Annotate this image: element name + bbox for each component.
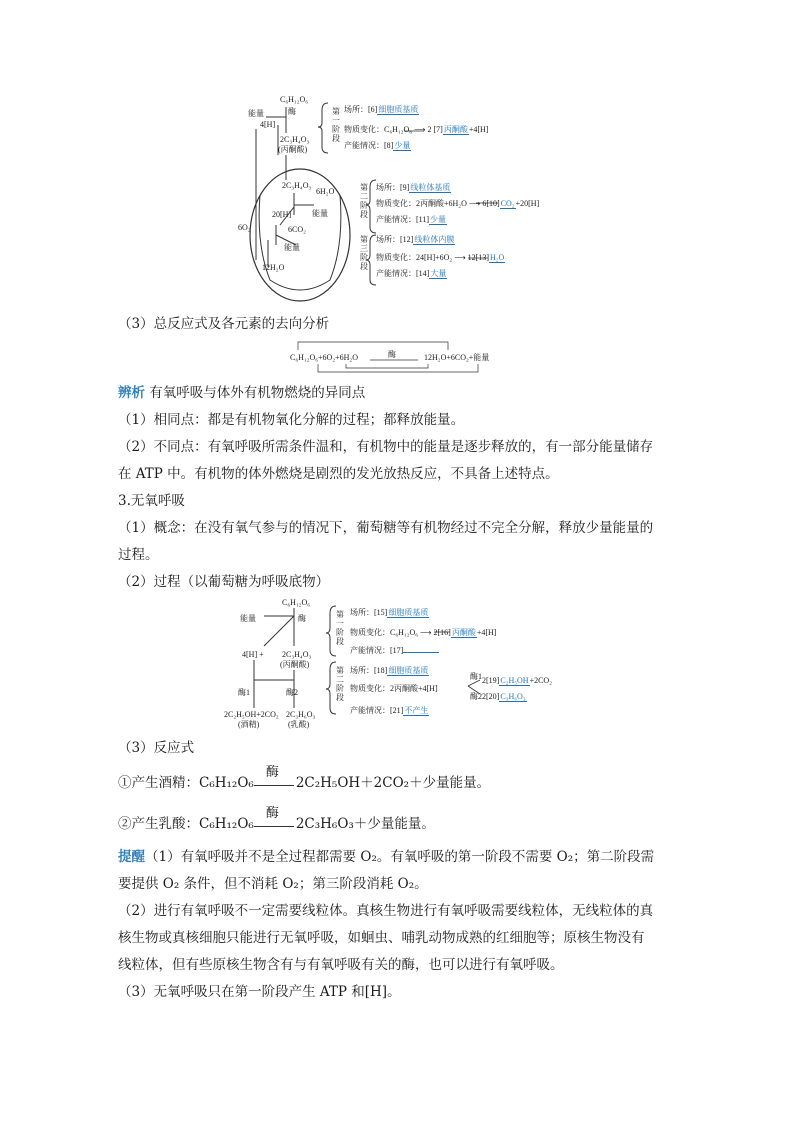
bianxi-p2a: （2）不同点：有氧呼吸所需条件温和，有机物中的能量是逐步释放的，有一部分能量储存 xyxy=(118,439,654,455)
o2-label: 6O₂ xyxy=(238,223,251,232)
reaction2-arrow: 酶 xyxy=(254,818,296,832)
energy3-label: 能量 xyxy=(284,243,300,252)
h20-label: 20[H] xyxy=(272,210,292,219)
an-energy: 能量 xyxy=(240,614,256,623)
s2-place: 场所：[9]线粒体基质 xyxy=(376,183,451,192)
tixing-p1b: 要提供 O₂ 条件，但不消耗 O₂；第三阶段消耗 O₂。 xyxy=(118,876,428,892)
stage1-label: 第一阶段 xyxy=(332,107,340,143)
pyruvate-inside: 2C₃H₄O₃ xyxy=(282,181,312,190)
s1-change: 物质变化：C₆H₁₂O₆ ⟶ 2 [7]丙酮酸+4[H] xyxy=(344,125,489,134)
an-enzyme: 酶 xyxy=(298,614,306,623)
an-enzyme2: 酶2 xyxy=(286,688,298,697)
an-stage2-label: 第二阶段 xyxy=(336,666,344,702)
tixing-p2b: 核生物或真核细胞只能进行无氧呼吸，如蛔虫、哺乳动物成熟的红细胞等；原核生物没有 xyxy=(118,930,645,946)
anaerobic-concept-a: （1）概念：在没有氧气参与的情况下，葡萄糖等有机物经过不完全分解，释放少量能量的 xyxy=(118,520,654,536)
glucose-label: C₆H₁₂O₆ xyxy=(280,95,309,104)
total-equation xyxy=(288,338,518,378)
an-s1-energy: 产能情况：[17] xyxy=(350,646,439,655)
tixing-p2a: （2）进行有氧呼吸不一定需要线粒体。真核生物进行有氧呼吸需要线粒体，无线粒体的真 xyxy=(118,903,654,919)
stage2-label: 第二阶段 xyxy=(360,183,368,219)
bianxi-p2b: 在 ATP 中。有机物的体外燃烧是剧烈的发光放热反应，不具备上述特点。 xyxy=(118,466,559,482)
eq-enzyme: 酶 xyxy=(388,350,396,359)
water6-label: 6H₂O xyxy=(316,187,335,196)
water12-label: 12H₂O xyxy=(262,263,285,272)
an-s2-enzyme-a: 酶1 xyxy=(470,672,482,681)
reaction1-arrow: 酶 xyxy=(254,777,296,791)
tixing-tag: 提醒 xyxy=(118,849,145,865)
reaction-lactic: ②产生乳酸：C₆H₁₂O₆ 酶 2C₃H₆O₃＋少量能量。 xyxy=(118,805,435,832)
anaerobic-diagram xyxy=(224,598,564,730)
aerobic-diagram xyxy=(236,95,566,305)
bianxi-tag: 辨析 xyxy=(118,385,145,401)
an-ethanol: 2C₂H₅OH+2CO₂ xyxy=(224,710,279,719)
an-stage1-label: 第一阶段 xyxy=(336,610,344,646)
anaerobic-process: （2）过程（以葡萄糖为呼吸底物） xyxy=(118,574,330,590)
energy-label: 能量 xyxy=(248,109,264,118)
an-enzyme1: 酶1 xyxy=(238,688,250,697)
s3-energy: 产能情况：[14]大量 xyxy=(376,269,447,278)
energy2-label: 能量 xyxy=(312,209,328,218)
s1-place: 场所：[6]细胞质基质 xyxy=(344,105,419,114)
enzyme-label: 酶 xyxy=(288,107,296,116)
an-pyruvate: 2C₃H₄O₃ xyxy=(282,650,312,659)
reaction-title: （3）反应式 xyxy=(118,740,195,756)
s3-change: 物质变化：24[H]+6O₂ ⟶ 12[13]H₂O xyxy=(376,253,505,262)
s1-energy: 产能情况：[8]少量 xyxy=(344,141,411,150)
an-hydrogen: 4[H] + xyxy=(242,650,264,659)
co2-label: 6CO₂ xyxy=(288,225,306,234)
eq-left: C₆H₁₂O₆+6O₂+6H₂O xyxy=(290,353,358,362)
hydrogen-label: 4[H] xyxy=(260,120,276,129)
anaerobic-concept-b: 过程。 xyxy=(118,547,159,563)
an-s1-place: 场所：[15]细胞质基质 xyxy=(350,608,429,617)
an-s2-out1: 2[19]C₂H₅OH+2CO₂ xyxy=(482,676,552,685)
tixing-p1a: 提醒（1）有氧呼吸并不是全过程都需要 O₂。有氧呼吸的第一阶段不需要 O₂；第二阶段需 xyxy=(118,849,655,865)
an-s2-place: 场所：[18]细胞质基质 xyxy=(350,666,429,675)
reaction-ethanol: ①产生酒精：C₆H₁₂O₆ 酶 2C₂H₅OH＋2CO₂＋少量能量。 xyxy=(118,764,491,791)
an-ethanol-name: (酒精) xyxy=(238,720,260,729)
an-s2-enzyme-b: 酶2 xyxy=(470,692,482,701)
bianxi-p1: （1）相同点：都是有机物氧化分解的过程；都释放能量。 xyxy=(118,412,465,428)
anaerobic-heading: 3.无氧呼吸 xyxy=(118,493,185,509)
an-s2-out2: 2[20]C₃H₆O₃ xyxy=(482,692,526,701)
an-s2-change: 物质变化：2丙酮酸+4[H] xyxy=(350,684,438,693)
an-s1-change: 物质变化：C₆H₁₂O₆ ⟶ 2[16]丙酮酸+4[H] xyxy=(350,628,497,637)
an-s2-energy: 产能情况：[21]不产生 xyxy=(350,706,429,715)
s3-place: 场所：[12]线粒体内膜 xyxy=(376,235,455,244)
an-glucose: C₆H₁₂O₆ xyxy=(282,598,311,607)
an-pyruvate-name: (丙酮酸) xyxy=(280,660,310,669)
tixing-p2c: 线粒体，但有些原核生物含有与有氧呼吸有关的酶，也可以进行有氧呼吸。 xyxy=(118,957,564,973)
an-lactic: 2C₃H₆O₃ xyxy=(286,710,316,719)
bianxi-heading: 辨析 有氧呼吸与体外有机物燃烧的异同点 xyxy=(118,385,366,401)
s2-change: 物质变化：2丙酮酸+6H₂O ⟶ 6[10]CO₂+20[H] xyxy=(376,199,540,208)
pyruvate-label: 2C₃H₄O₃ xyxy=(280,135,310,144)
tixing-p3: （3）无氧呼吸只在第一阶段产生 ATP 和[H]。 xyxy=(118,984,401,1000)
s2-energy: 产能情况：[11]少量 xyxy=(376,215,447,224)
eq-right: 12H₂O+6CO₂+能量 xyxy=(424,353,490,362)
stage3-label: 第三阶段 xyxy=(360,235,368,271)
pyruvate-name: (丙酮酸) xyxy=(278,145,308,154)
an-lactic-name: (乳酸) xyxy=(288,720,310,729)
section-total-title: （3）总反应式及各元素的去向分析 xyxy=(118,316,330,332)
